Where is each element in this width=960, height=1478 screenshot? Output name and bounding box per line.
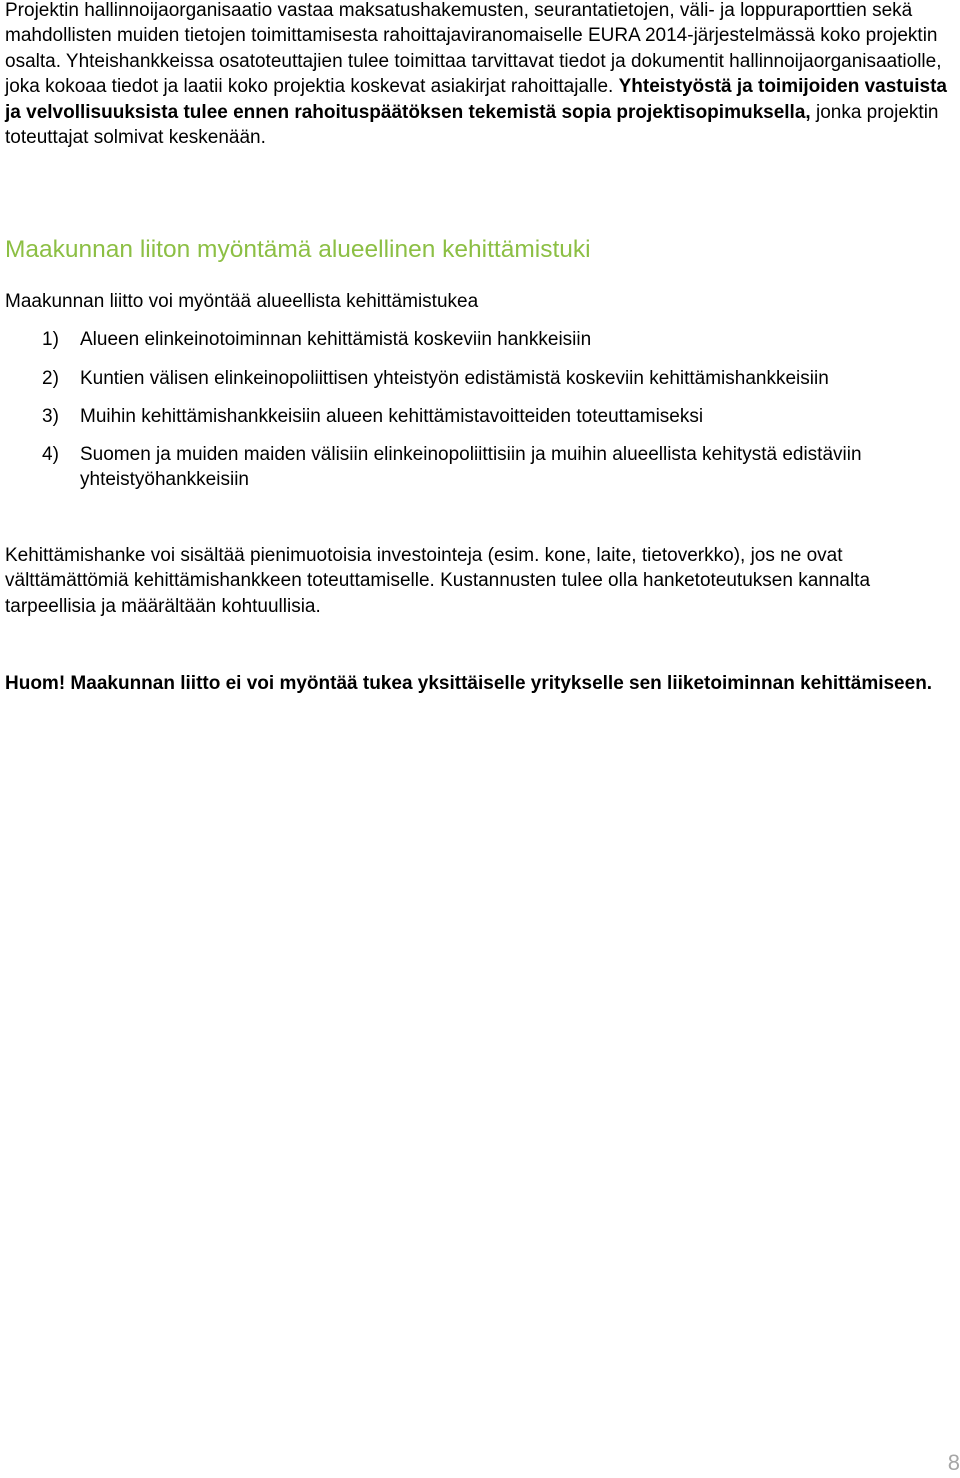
list-item-text: Alueen elinkeinotoiminnan kehittämistä koskeviin hankkeisiin [80,329,592,350]
list-item-text: Kuntien välisen elinkeinopoliittisen yhteistyön edistämistä koskeviin kehittämishankkeisiin [80,368,829,389]
intro-bold-text: Yhteistyöstä ja toimijoiden vastuista ja velvollisuuksista tulee ennen rahoituspäätöksen tekemistä sopia projektisopimuksella, [5,76,947,123]
note-paragraph: Huom! Maakunnan liitto ei voi myöntää tukea yksittäiselle yritykselle sen liiketoiminnan kehittämiseen. [5,673,933,694]
list-item-number: 1) [42,329,59,350]
intro-paragraph [5,0,957,150]
page-number: 8 [947,1450,960,1475]
list-item-text: Muihin kehittämishankkeisiin alueen kehittämistavoitteiden toteuttamiseksi [80,406,704,427]
intro-text-1: Projektin hallinnoijaorganisaatio vastaa maksatushakemusten, seurantatietojen, väli- ja loppuraporttien sekä mahdollisten muiden tietojen toimittamisesta rahoittajaviranomaiselle EURA 2014-järjestelmässä koko projektin osalta. Yhteishankkeissa osatoteuttajien tulee toimittaa tarvittavat tiedot ja dokumentit hallinnoijaorganisaatiolle, joka kokoaa tiedot ja laatii koko projektia koskevat asiakirjat rahoittajalle. [5,0,942,98]
section-heading: Maakunnan liiton myöntämä alueellinen kehittämistuki [5,236,591,263]
section-lead: Maakunnan liitto voi myöntää alueellista kehittämistukea [5,291,479,312]
list-item-number: 4) [42,444,59,465]
intro-text-2: jonka projektin toteuttajat solmivat keskenään. [5,101,939,149]
list-item-text: Suomen ja muiden maiden välisiin elinkeinopoliittisiin ja muihin alueellista kehitystä edistäviin yhteistyöhankkeisiin [80,444,862,491]
investment-paragraph: Kehittämishanke voi sisältää pienimuotoisia investointeja (esim. kone, laite, tietoverkko), jos ne ovat välttämättömiä kehittämishankkeen toteuttamiselle. Kustannusten tulee olla hanketoteutuksen kannalta tarpeellisia ja määrältään kohtuullisia. [5,545,871,617]
list-item-number: 3) [42,406,59,427]
list-item-number: 2) [42,368,59,389]
